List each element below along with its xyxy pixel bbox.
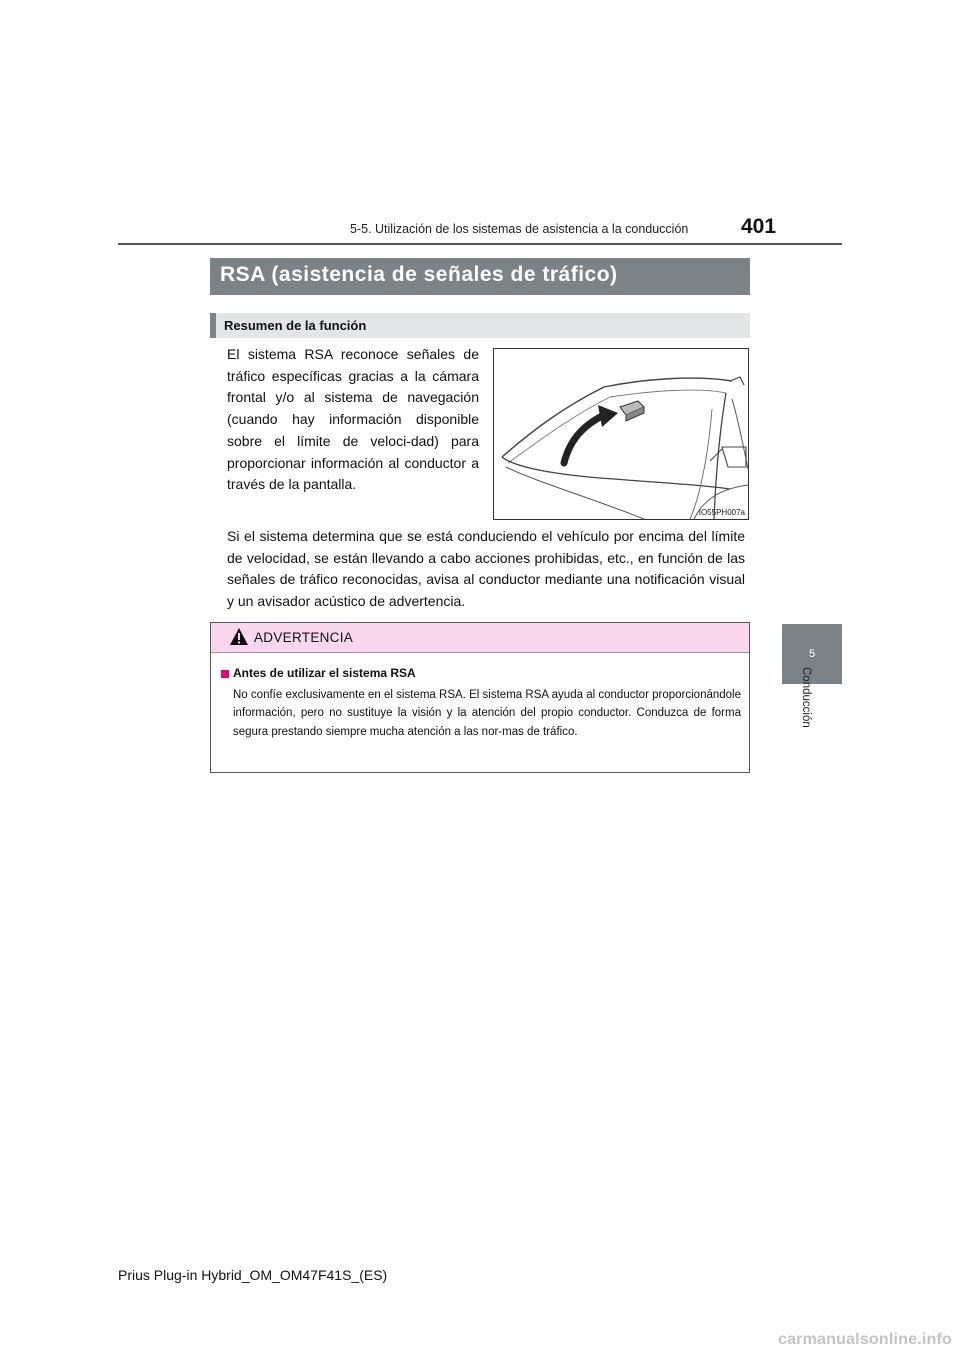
warning-triangle-icon	[229, 627, 249, 646]
watermark: carmanualsonline.info	[777, 1331, 952, 1348]
figure-code: IO55PH007a	[698, 508, 745, 517]
warning-title: ADVERTENCIA	[254, 630, 354, 645]
chapter-tab-number: 5	[782, 624, 842, 684]
description-paragraph: Si el sistema determina que se está conduciendo el vehículo por encima del límite de velocidad, se están llevando a cabo acciones prohibidas, etc., en función de las señales de tráfico reconocidas, avisa al conductor mediante una notificación visual y un avisador acústico de advertencia.	[227, 528, 745, 610]
square-bullet-icon	[221, 670, 229, 678]
windshield-illustration	[494, 349, 748, 519]
windshield-camera-figure	[493, 348, 749, 520]
warning-body: No confíe exclusivamente en el sistema RSA. El sistema RSA ayuda al conductor proporcionándole información, pero no sustituye la visión y la atención del propio conductor. Conduzca de forma segura prestando siempre mucha atención a las nor-mas de tráfico.	[233, 689, 741, 738]
running-header: 5-5. Utilización de los sistemas de asistencia a la conducción	[350, 222, 689, 236]
document-footer: Prius Plug-in Hybrid_OM_OM47F41S_(ES)	[118, 1267, 388, 1283]
warning-header	[211, 623, 749, 653]
subsection-bar	[210, 313, 750, 338]
subsection-title: Resumen de la función	[224, 318, 367, 333]
subsection-accent	[210, 313, 216, 338]
warning-subheading: Antes de utilizar el sistema RSA	[233, 666, 416, 680]
section-title-banner	[210, 258, 750, 295]
section-title: RSA (asistencia de señales de tráfico)	[220, 263, 618, 286]
header-divider	[118, 243, 842, 245]
chapter-tab-label: Conducción	[800, 667, 812, 728]
page-number: 401	[741, 215, 777, 238]
intro-paragraph: El sistema RSA reconoce señales de tráfico específicas gracias a la cámara frontal y/o al sistema de navegación (cuando hay información disponible sobre el límite de veloci-dad) para proporcionar información al conductor a través de la pantalla.	[227, 346, 479, 493]
warning-box	[210, 622, 750, 773]
